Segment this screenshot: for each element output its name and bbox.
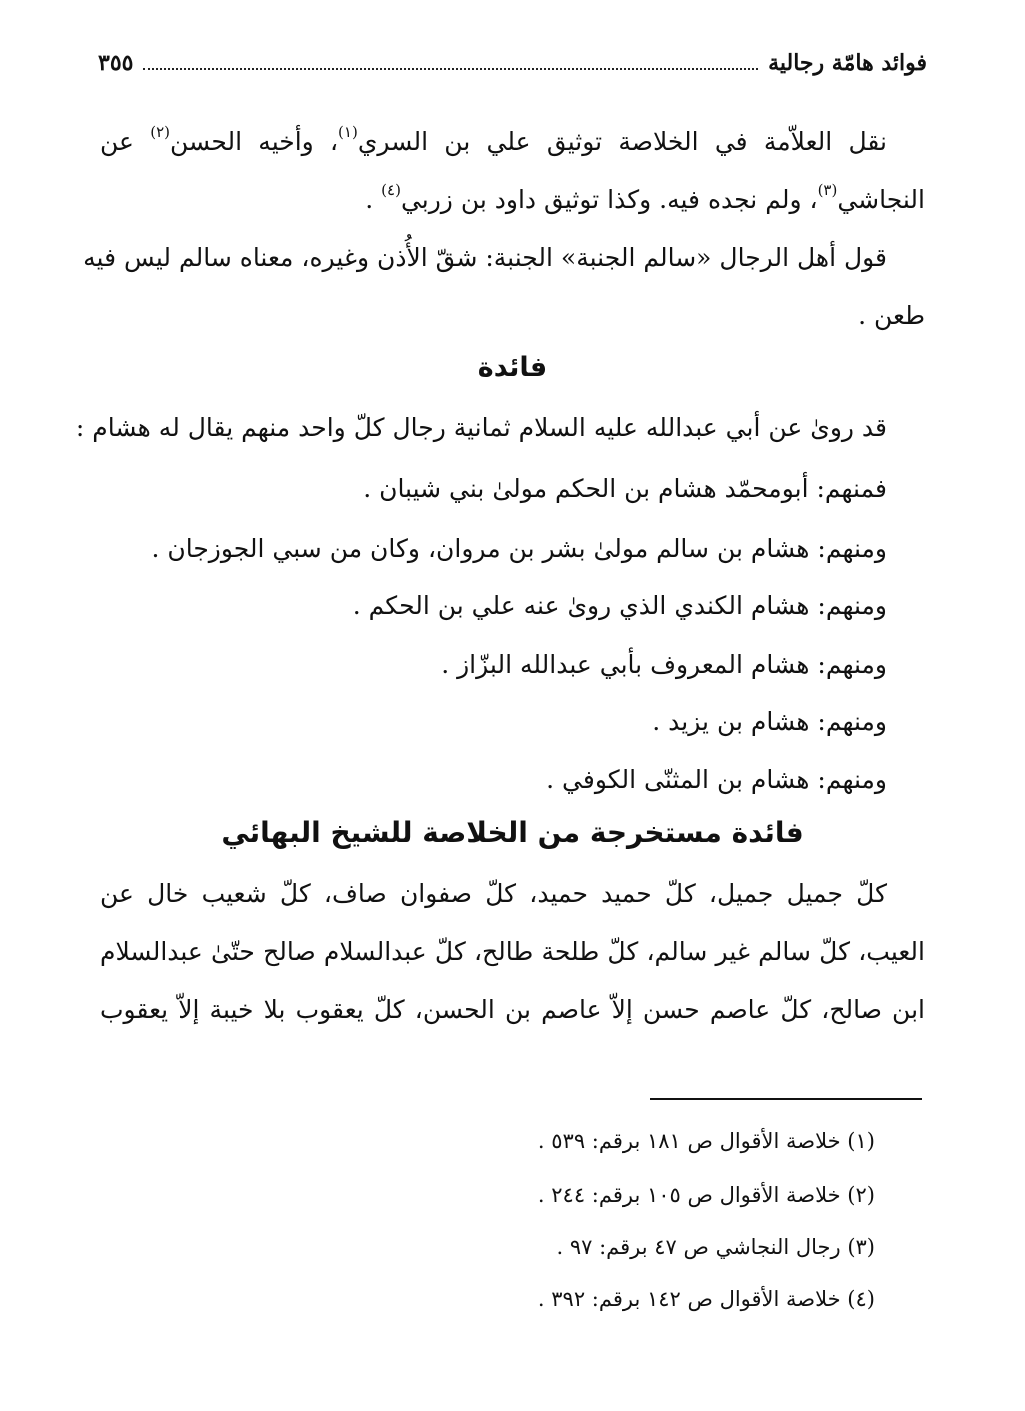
text-run: ، ولم نجده فيه. وكذا توثيق داود بن زربي [400,185,818,214]
section-heading: فائدة مستخرجة من الخلاصة للشيخ البهائي [221,816,804,849]
footnote: (١) خلاصة الأقوال ص ١٨١ برقم: ٥٣٩ . [537,1129,875,1153]
text-run: عن [100,127,151,156]
list-item: فمنهم: أبومحمّد هشام بن الحكم مولیٰ بني شيبان . [363,474,887,503]
paragraph-3-line-2: العيب، كلّ سالم غير سالم، كلّ طلحة طالح، كلّ عبدالسلام صالح حتّیٰ عبدالسلام [100,937,925,966]
footnote-marker: (٤) [381,180,401,199]
list-item: ومنهم: هشام المعروف بأبي عبدالله البزّاز . [441,650,887,679]
list-item: ومنهم: هشام بن يزيد . [652,707,887,736]
footnote: (٤) خلاصة الأقوال ص ١٤٢ برقم: ٣٩٢ . [537,1287,875,1311]
footnote-marker: (١) [338,122,358,141]
running-header [98,36,927,76]
paragraph-2-line-2: طعن . [858,301,925,330]
running-title: فوائد هامّة رجالية [768,50,927,76]
page-number: ٣٥٥ [98,50,134,76]
footnote-marker: (٢) [150,122,170,141]
footnote: (٣) رجال النجاشي ص ٤٧ برقم: ٩٧ . [556,1235,875,1259]
text-run: . [365,185,382,214]
paragraph-1-line-2 [100,180,925,220]
paragraph-3-line-1: كلّ جميل جميل، كلّ حميد حميد، كلّ صفوان صاف، كلّ شعيب خال عن [100,879,887,908]
list-item: ومنهم: هشام بن سالم مولیٰ بشر بن مروان، وكان من سبي الجوزجان . [151,534,887,563]
text-run: ، وأخيه الحسن [170,127,339,156]
paragraph-3-line-3: ابن صالح، كلّ عاصم حسن إلاّ عاصم بن الحسن، كلّ يعقوب بلا خيبة إلاّ يعقوب [100,995,925,1024]
list-intro: قد رویٰ عن أبي عبدالله عليه السلام ثمانية رجال كلّ واحد منهم يقال له هشام : [75,413,887,442]
text-run: نقل العلاّمة في الخلاصة توثيق علي بن السري [357,127,888,156]
list-item: ومنهم: هشام الكندي الذي رویٰ عنه علي بن الحكم . [352,591,887,620]
footnote: (٢) خلاصة الأقوال ص ١٠٥ برقم: ٢٤٤ . [537,1183,875,1207]
list-item: ومنهم: هشام بن المثنّى الكوفي . [546,765,887,794]
paragraph-1-line-1 [100,122,887,162]
paragraph-2-line-1: قول أهل الرجال «سالم الجنبة» الجنبة: شقّ الأُذن وغيره، معناه سالم ليس فيه [83,243,887,272]
footnote-marker: (٣) [817,180,838,199]
text-run: النجاشي [837,185,925,214]
footnote-separator [650,1098,922,1100]
section-heading: فائدة [477,352,548,383]
dot-leader [143,68,758,70]
